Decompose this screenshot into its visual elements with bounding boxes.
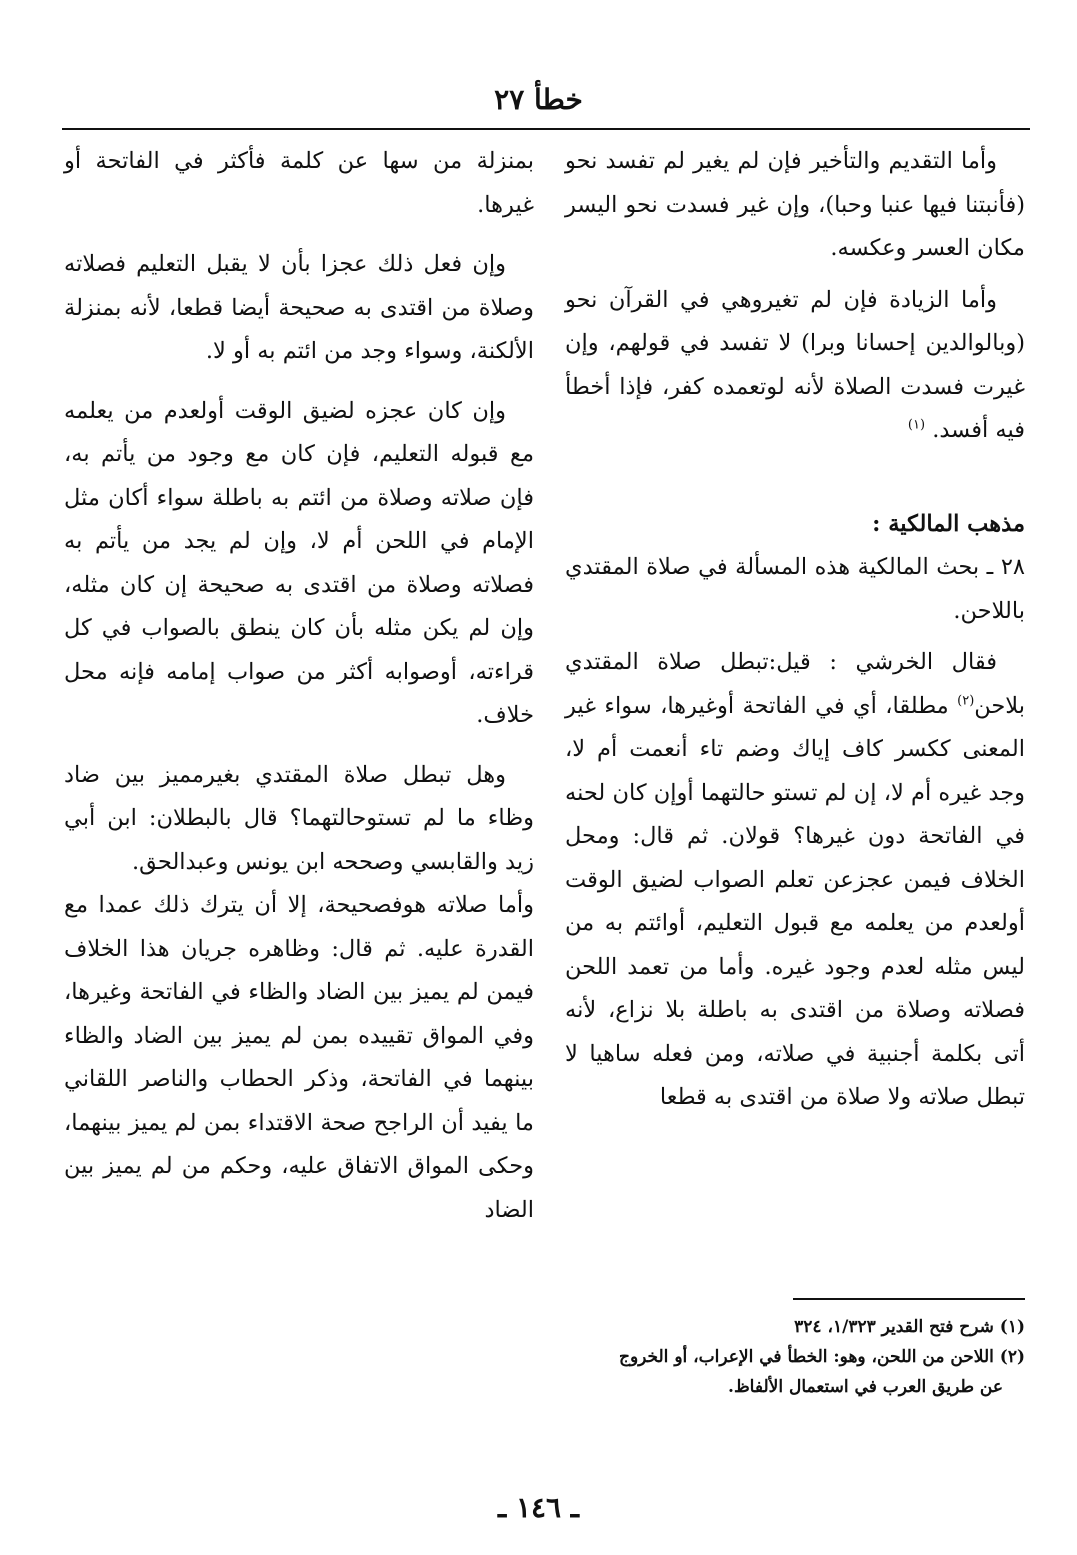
footnote-divider [793,1298,1025,1300]
paragraph-addition-text: وأما الزيادة فإن لم تغيروهي في القرآن نحو (وبالوالدين إحسانا وبرا) لا تفسد في قولهم، وإن غيرت فسدت الصلاة لأنه لوتعمده كفر، فإذا أخطأ فيه أفسد. [565,286,1025,443]
paragraph-kharshi [565,641,1025,1120]
paragraph-own-prayer: وأما صلاته هوفصحيحة، إلا أن يترك ذلك عمدا مع القدرة عليه. ثم قال: وظاهره جريان هذا الخلاف فيمن لم يميز بين الضاد والظاء في الفاتحة وغيرها، وفي المواق تقييده بمن لم يميز بين الضاد والظاء بينهما في الفاتحة، وذكر الحطاب والناصر اللقاني ما يفيد أن الراجح صحة الاقتداء بمن لم يميز بينهما، وحكى المواق الاتفاق عليه، وحكم من لم يميز بين الضاد [64,892,534,1223]
paragraph-kharshi-start: فقال الخرشي : قيل:تبطل صلاة المقتدي بلاحن [565,649,1025,719]
footnote-ref-2: (٢) [957,693,975,708]
paragraph-addition [565,279,1025,453]
left-column [64,140,534,1232]
right-column [565,140,1025,1120]
page-number: ـ ١٤٦ ـ [497,1491,580,1524]
paragraph-time-constraint: وإن كان عجزه لضيق الوقت أولعدم من يعلمه مع قبوله التعليم، فإن كان مع وجود من يأتم به، فإن صلاته وصلاة من ائتم به باطلة سواء أكان مثل الإمام في اللحن أم لا، وإن لم يجد من يأتم به فصلاته وصلاة من اقتدى به صحيحة إن كان مثله، وإن لم يكن مثله بأن كان ينطق بالصواب في كل قراءته، أوصوابه أكثر من صواب إمامه فإنه محل خلاف. [64,397,534,728]
footnote-2-continuation: عن طريق العرب في استعمال الألفاظ. [728,1377,1003,1397]
paragraph-kharshi-rest: مطلقا، أي في الفاتحة أوغيرها، سواء غير المعنى ككسر كاف إياك وضم تاء أنعمت أم لا، وجد غيره أم لا، إن لم تستو حالتهما أوإن كان لحنه في الفاتحة دون غيرها؟ قولان. ثم قال: ومحل الخلاف فيمن عجزعن تعلم الصواب لضيق الوقت أولعدم من يعلمه مع قبول التعليم، أوائتم به من ليس مثله لعدم وجود غيره. وأما من تعمد اللحن فصلاته وصلاة من اقتدى به باطلة بلا نزاع، لأنه أتى بكلمة أجنبية في صلاته، ومن فعله ساهيا لا تبطل صلاته ولا صلاة من اقتدى به قطعا [565,692,1025,1110]
footnote-1: (١) شرح فتح القدير ١/٣٢٣، ٣٢٤ [794,1317,1025,1337]
paragraph-28: ٢٨ ـ بحث المالكية هذه المسألة في صلاة المقتدي باللاحن. [565,554,1025,624]
paragraph-reordering: وأما التقديم والتأخير فإن لم يغير لم تفسد نحو (فأنبتنا فيها عنبا وحبا)، وإن غير فسدت نحو اليسر مكان العسر وعكسه. [565,148,1025,261]
paragraph-dad-zaa: وهل تبطل صلاة المقتدي بغيرمميز بين ضاد وظاء ما لم تستوحالتهما؟ قال بالبطلان: ابن أبي زيد والقابسي وصححه ابن يونس وعبدالحق. [64,761,534,875]
paragraph-continuation: بمنزلة من سها عن كلمة فأكثر في الفاتحة أو غيرها. [64,148,534,218]
footnote-ref-1: (١) [907,417,926,433]
footnote-2: (٢) اللاحن من اللحن، وهو: الخطأ في الإعراب، أو الخروج [618,1347,1025,1367]
section-heading-maliki: مذهب المالكية : [872,510,1025,537]
footnotes [565,1312,1025,1402]
paragraph-inability: وإن فعل ذلك عجزا بأن لا يقبل التعليم فصلاته وصلاة من اقتدى به صحيحة أيضا قطعا، لأنه بمنزلة الألكنة، وسواء وجد من ائتم به أو لا. [64,251,534,364]
page-header-title: خطأ ٢٧ [494,83,583,116]
header-divider [62,128,1030,130]
